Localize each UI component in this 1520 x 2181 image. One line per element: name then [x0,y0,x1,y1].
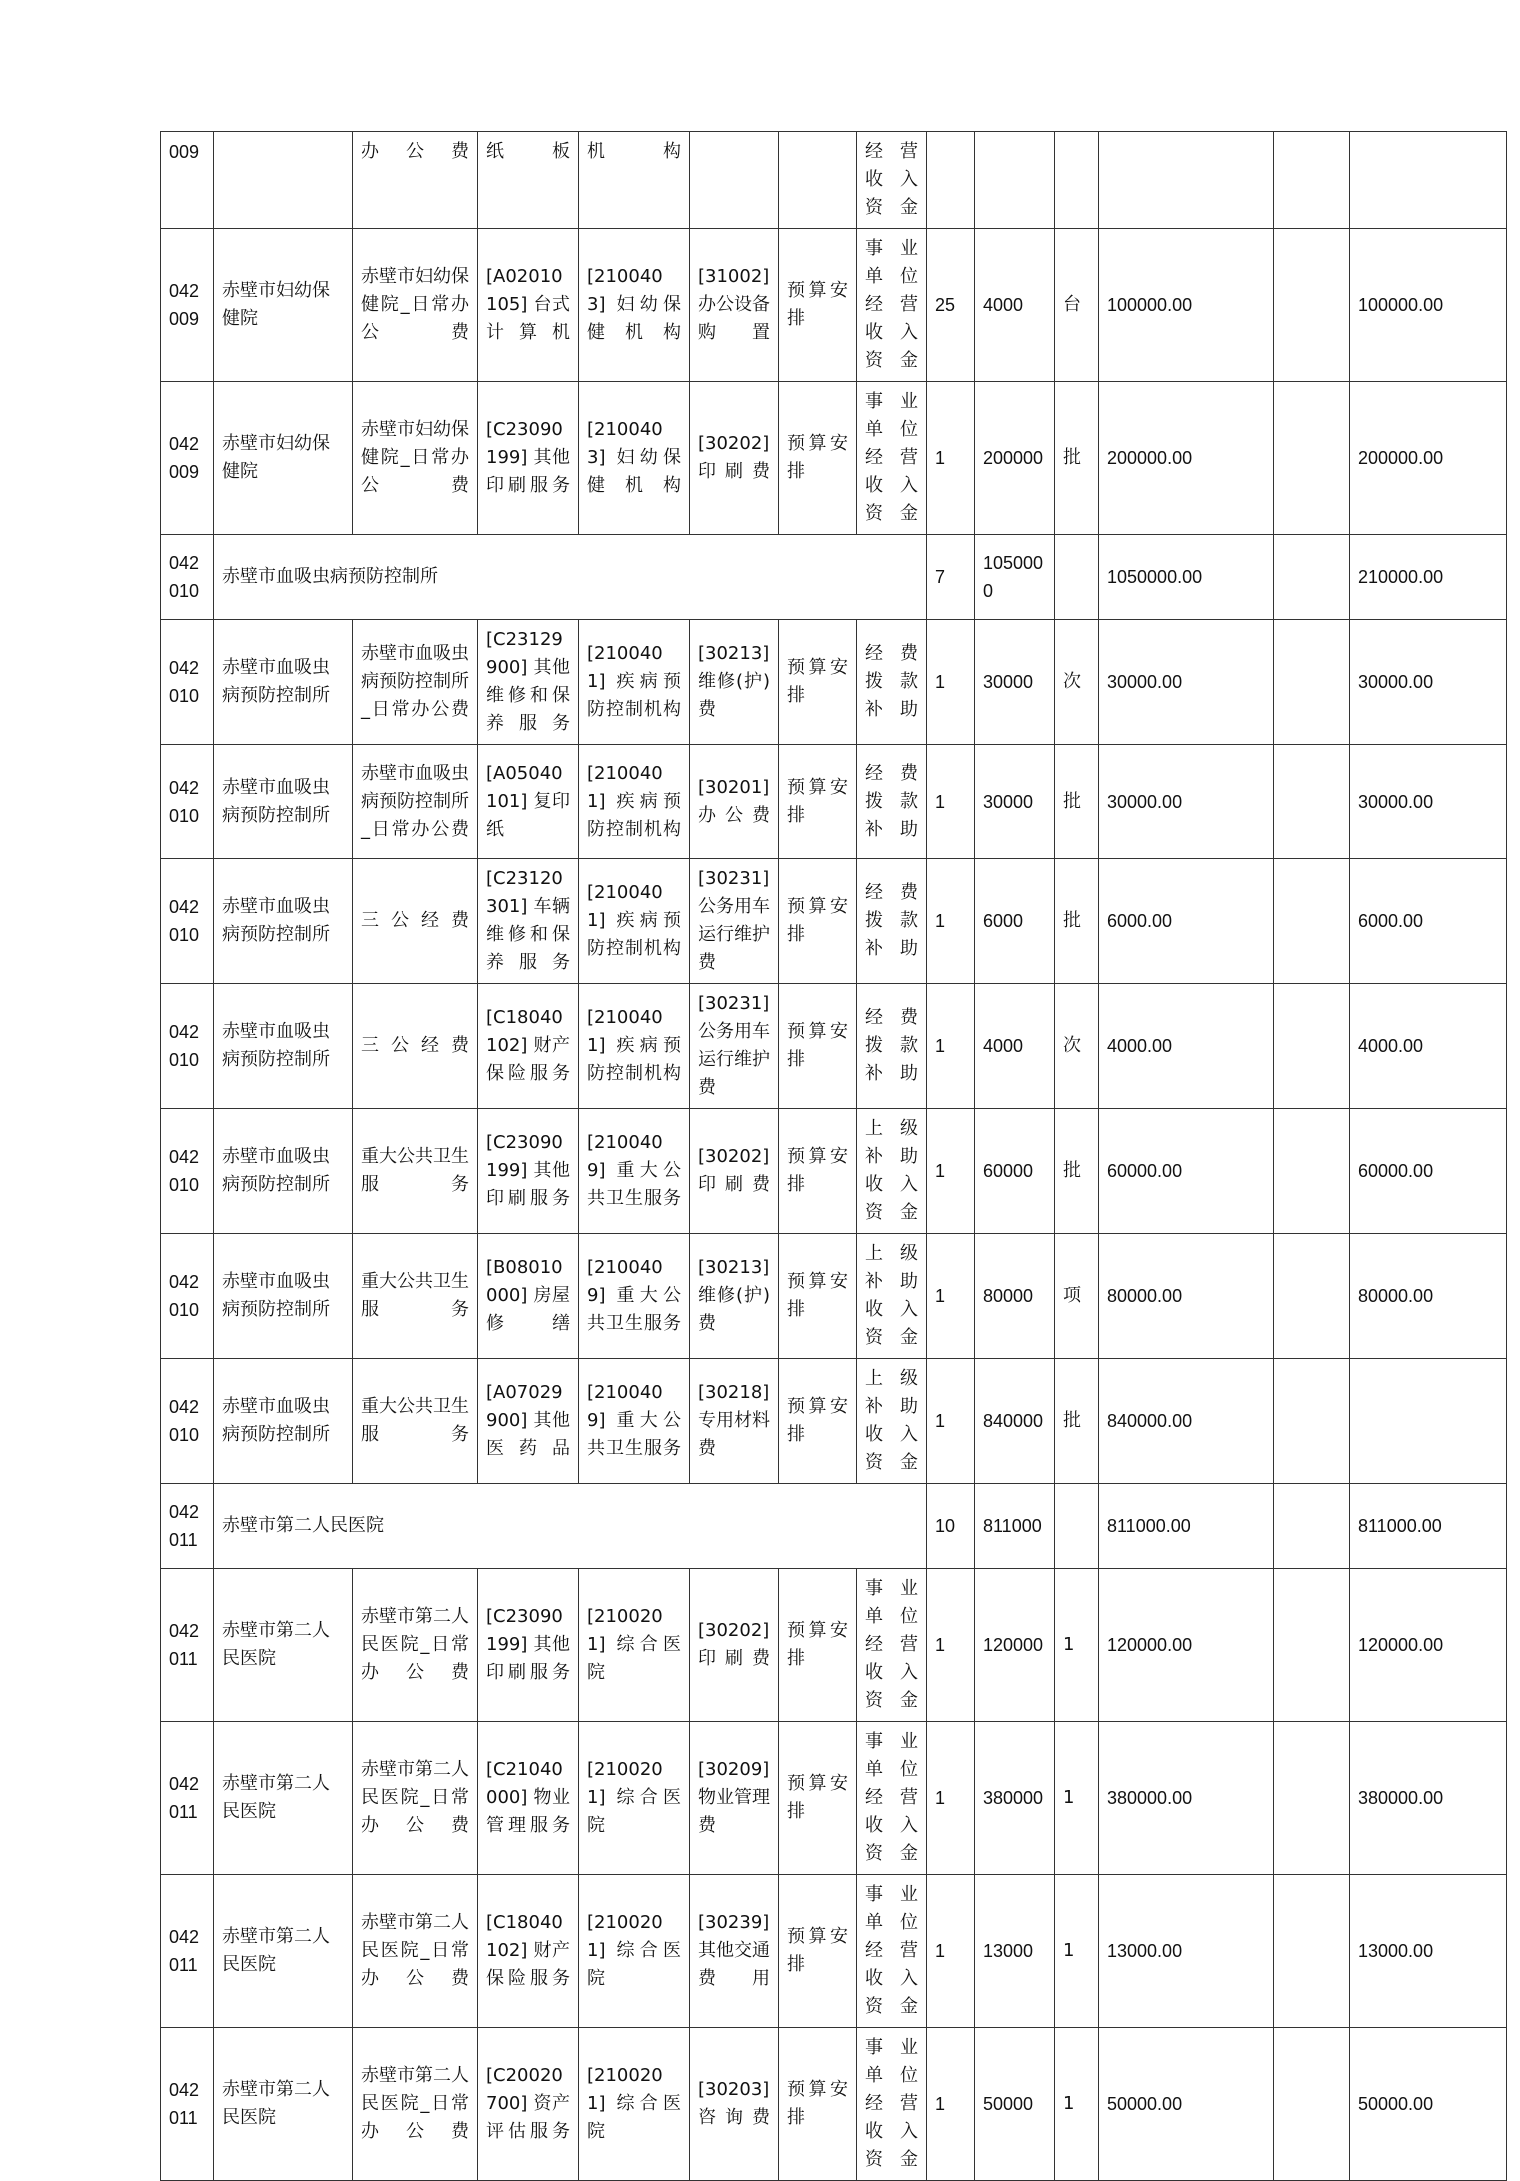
cell-empty [1274,132,1350,229]
cell-empty [1274,1234,1350,1359]
cell-unit-price: 30000 [975,745,1055,859]
cell-economic-category: [30218] 专用材料费 [690,1359,779,1484]
cell-budget-code: 042011 [161,2028,214,2181]
cell-economic-category: [30203] 咨询费 [690,2028,779,2181]
cell-total-amount: 811000.00 [1099,1484,1274,1569]
cell-amount: 200000.00 [1350,382,1507,535]
cell-unit-name: 赤壁市第二人民医院 [214,1875,353,2028]
cell-economic-category: [30202] 印刷费 [690,1109,779,1234]
cell-measure-unit: 台 [1055,229,1099,382]
cell-unit-name: 赤壁市血吸虫病预防控制所 [214,859,353,984]
cell-unit-price: 1050000 [975,535,1055,620]
cell-measure-unit: 次 [1055,620,1099,745]
cell-amount: 30000.00 [1350,620,1507,745]
cell-total-amount: 840000.00 [1099,1359,1274,1484]
cell-unit-price [975,132,1055,229]
cell-fund-source: 经营收入资金 [857,132,927,229]
cell-fund-source: 事业单位经营收入资金 [857,1569,927,1722]
cell-fund-source: 事业单位经营收入资金 [857,1722,927,1875]
cell-total-amount: 1050000.00 [1099,535,1274,620]
cell-empty [1274,1109,1350,1234]
table-row [161,1359,1507,1484]
cell-fund-source: 事业单位经营收入资金 [857,382,927,535]
cell-quantity: 1 [927,859,975,984]
cell-budget-method: 预算安排 [779,2028,857,2181]
cell-unit-price: 200000 [975,382,1055,535]
table-row [161,1569,1507,1722]
cell-measure-unit: 批 [1055,382,1099,535]
cell-quantity: 1 [927,382,975,535]
cell-budget-method: 预算安排 [779,1234,857,1359]
cell-measure-unit: 批 [1055,745,1099,859]
cell-budget-code: 042010 [161,1109,214,1234]
cell-empty [1274,1359,1350,1484]
cell-function-category: [2100401] 疾病预防控制机构 [579,745,690,859]
cell-budget-method: 预算安排 [779,229,857,382]
cell-unit-name [214,132,353,229]
cell-procurement-item: [C23120301] 车辆维修和保养服务 [478,859,579,984]
cell-measure-unit: 批 [1055,859,1099,984]
cell-quantity: 1 [927,2028,975,2181]
cell-budget-code: 042010 [161,859,214,984]
table-row [161,1722,1507,1875]
cell-budget-method: 预算安排 [779,1722,857,1875]
cell-total-amount: 120000.00 [1099,1569,1274,1722]
cell-amount: 60000.00 [1350,1109,1507,1234]
cell-fund-source: 上级补助收入资金 [857,1234,927,1359]
cell-amount: 100000.00 [1350,229,1507,382]
cell-function-category: [2100409] 重大公共卫生服务 [579,1359,690,1484]
cell-empty [1274,984,1350,1109]
cell-fund-source: 事业单位经营收入资金 [857,229,927,382]
cell-budget-code: 042009 [161,382,214,535]
cell-function-category: [2100403] 妇幼保健机构 [579,229,690,382]
cell-project-name: 赤壁市妇幼保健院_日常办公费 [353,229,478,382]
cell-unit-name: 赤壁市第二人民医院 [214,1722,353,1875]
cell-budget-code: 042009 [161,229,214,382]
cell-amount: 4000.00 [1350,984,1507,1109]
cell-measure-unit: 批 [1055,1109,1099,1234]
cell-unit-price: 13000 [975,1875,1055,2028]
cell-budget-method: 预算安排 [779,620,857,745]
cell-quantity: 1 [927,620,975,745]
cell-unit-name: 赤壁市第二人民医院 [214,2028,353,2181]
cell-empty [1055,535,1099,620]
cell-economic-category: [30209] 物业管理费 [690,1722,779,1875]
cell-amount: 50000.00 [1350,2028,1507,2181]
cell-unit-name: 赤壁市妇幼保健院 [214,229,353,382]
cell-procurement-item: [C18040102] 财产保险服务 [478,1875,579,2028]
cell-unit-name: 赤壁市血吸虫病预防控制所 [214,535,927,620]
cell-project-name: 重大公共卫生服务 [353,1234,478,1359]
cell-total-amount: 30000.00 [1099,620,1274,745]
cell-function-category: [2100201] 综合医院 [579,2028,690,2181]
table-row [161,859,1507,984]
cell-total-amount: 4000.00 [1099,984,1274,1109]
cell-empty [1274,229,1350,382]
cell-measure-unit: 批 [1055,1359,1099,1484]
table-row [161,1234,1507,1359]
cell-budget-code: 042010 [161,535,214,620]
cell-unit-price: 4000 [975,229,1055,382]
cell-quantity: 7 [927,535,975,620]
cell-function-category: [2100201] 综合医院 [579,1569,690,1722]
cell-unit-name: 赤壁市血吸虫病预防控制所 [214,745,353,859]
cell-total-amount: 80000.00 [1099,1234,1274,1359]
cell-project-name: 赤壁市血吸虫病预防控制所_日常办公费 [353,620,478,745]
cell-measure-unit: 1 [1055,1569,1099,1722]
cell-project-name: 重大公共卫生服务 [353,1359,478,1484]
cell-economic-category: [30213] 维修(护)费 [690,620,779,745]
cell-unit-price: 120000 [975,1569,1055,1722]
cell-fund-source: 上级补助收入资金 [857,1359,927,1484]
cell-fund-source: 事业单位经营收入资金 [857,1875,927,2028]
cell-total-amount: 200000.00 [1099,382,1274,535]
cell-measure-unit: 1 [1055,1875,1099,2028]
cell-measure-unit: 1 [1055,2028,1099,2181]
cell-economic-category: [30213] 维修(护)费 [690,1234,779,1359]
cell-function-category: [2100409] 重大公共卫生服务 [579,1234,690,1359]
cell-unit-name: 赤壁市第二人民医院 [214,1569,353,1722]
table-row [161,382,1507,535]
cell-project-name: 赤壁市第二人民医院_日常办公费 [353,1569,478,1722]
cell-economic-category: [30202] 印刷费 [690,382,779,535]
cell-total-amount [1099,132,1274,229]
cell-budget-method: 预算安排 [779,382,857,535]
cell-amount: 30000.00 [1350,745,1507,859]
cell-economic-category: [30231] 公务用车运行维护费 [690,859,779,984]
cell-budget-code: 042011 [161,1569,214,1722]
cell-unit-name: 赤壁市血吸虫病预防控制所 [214,1109,353,1234]
cell-quantity: 10 [927,1484,975,1569]
cell-quantity: 1 [927,984,975,1109]
cell-empty [1274,1484,1350,1569]
cell-budget-code: 042010 [161,1234,214,1359]
cell-measure-unit: 项 [1055,1234,1099,1359]
cell-function-category: [2100401] 疾病预防控制机构 [579,984,690,1109]
cell-amount: 210000.00 [1350,535,1507,620]
table-body [161,132,1507,2181]
cell-function-category: [2100201] 综合医院 [579,1875,690,2028]
cell-unit-price: 60000 [975,1109,1055,1234]
cell-project-name: 重大公共卫生服务 [353,1109,478,1234]
cell-procurement-item: [B08010000] 房屋修缮 [478,1234,579,1359]
summary-row [161,535,1507,620]
cell-empty [1274,382,1350,535]
cell-amount: 380000.00 [1350,1722,1507,1875]
cell-project-name: 办公费 [353,132,478,229]
cell-project-name: 赤壁市第二人民医院_日常办公费 [353,1722,478,1875]
cell-budget-method: 预算安排 [779,1569,857,1722]
cell-amount: 80000.00 [1350,1234,1507,1359]
cell-budget-code: 042010 [161,984,214,1109]
table-row [161,1109,1507,1234]
table-row [161,745,1507,859]
cell-quantity: 1 [927,745,975,859]
cell-amount: 811000.00 [1350,1484,1507,1569]
cell-function-category: [2100409] 重大公共卫生服务 [579,1109,690,1234]
cell-amount: 6000.00 [1350,859,1507,984]
cell-total-amount: 50000.00 [1099,2028,1274,2181]
cell-fund-source: 上级补助收入资金 [857,1109,927,1234]
cell-total-amount: 380000.00 [1099,1722,1274,1875]
cell-unit-name: 赤壁市血吸虫病预防控制所 [214,620,353,745]
cell-quantity: 1 [927,1875,975,2028]
cell-economic-category: [30201] 办公费 [690,745,779,859]
cell-procurement-item: 纸板 [478,132,579,229]
cell-project-name: 赤壁市第二人民医院_日常办公费 [353,1875,478,2028]
summary-row [161,1484,1507,1569]
table-row [161,620,1507,745]
cell-function-category: 机构 [579,132,690,229]
cell-function-category: [2100201] 综合医院 [579,1722,690,1875]
cell-function-category: [2100403] 妇幼保健机构 [579,382,690,535]
cell-economic-category: [30202] 印刷费 [690,1569,779,1722]
cell-unit-price: 30000 [975,620,1055,745]
table-row [161,229,1507,382]
cell-quantity: 1 [927,1569,975,1722]
cell-project-name: 赤壁市妇幼保健院_日常办公费 [353,382,478,535]
cell-empty [1274,535,1350,620]
cell-budget-method: 预算安排 [779,1109,857,1234]
table-row [161,2028,1507,2181]
cell-budget-code: 042010 [161,745,214,859]
cell-unit-name: 赤壁市妇幼保健院 [214,382,353,535]
cell-procurement-item: [C23090199] 其他印刷服务 [478,382,579,535]
cell-budget-code: 042011 [161,1875,214,2028]
cell-procurement-item: [C23090199] 其他印刷服务 [478,1109,579,1234]
cell-procurement-item: [C23129900] 其他维修和保养服务 [478,620,579,745]
cell-project-name: 赤壁市血吸虫病预防控制所_日常办公费 [353,745,478,859]
cell-total-amount: 60000.00 [1099,1109,1274,1234]
cell-budget-code: 042010 [161,620,214,745]
cell-total-amount: 6000.00 [1099,859,1274,984]
cell-economic-category: [31002] 办公设备购置 [690,229,779,382]
cell-unit-price: 380000 [975,1722,1055,1875]
cell-empty [1274,1569,1350,1722]
cell-total-amount: 100000.00 [1099,229,1274,382]
cell-amount [1350,1359,1507,1484]
cell-budget-code: 042011 [161,1722,214,1875]
cell-procurement-item: [A05040101] 复印纸 [478,745,579,859]
cell-economic-category [690,132,779,229]
cell-project-name: 赤壁市第二人民医院_日常办公费 [353,2028,478,2181]
cell-empty [1274,1722,1350,1875]
cell-empty [1055,1484,1099,1569]
cell-quantity: 1 [927,1109,975,1234]
cell-budget-method [779,132,857,229]
cell-empty [1274,859,1350,984]
cell-quantity [927,132,975,229]
cell-budget-method: 预算安排 [779,859,857,984]
cell-procurement-item: [C20020700] 资产评估服务 [478,2028,579,2181]
cell-project-name: 三公经费 [353,859,478,984]
table-row [161,984,1507,1109]
cell-empty [1274,745,1350,859]
cell-total-amount: 13000.00 [1099,1875,1274,2028]
cell-fund-source: 经费拨款补助 [857,984,927,1109]
cell-procurement-item: [A07029900] 其他医药品 [478,1359,579,1484]
cell-unit-name: 赤壁市第二人民医院 [214,1484,927,1569]
cell-unit-price: 50000 [975,2028,1055,2181]
cell-economic-category: [30239] 其他交通费用 [690,1875,779,2028]
cell-function-category: [2100401] 疾病预防控制机构 [579,620,690,745]
cell-unit-price: 840000 [975,1359,1055,1484]
cell-function-category: [2100401] 疾病预防控制机构 [579,859,690,984]
cell-unit-price: 6000 [975,859,1055,984]
cell-quantity: 25 [927,229,975,382]
cell-amount [1350,132,1507,229]
cell-unit-price: 80000 [975,1234,1055,1359]
cell-fund-source: 事业单位经营收入资金 [857,2028,927,2181]
cell-total-amount: 30000.00 [1099,745,1274,859]
cell-quantity: 1 [927,1359,975,1484]
cell-procurement-item: [C23090199] 其他印刷服务 [478,1569,579,1722]
cell-budget-method: 预算安排 [779,1875,857,2028]
cell-empty [1274,2028,1350,2181]
cell-fund-source: 经费拨款补助 [857,620,927,745]
cell-budget-method: 预算安排 [779,984,857,1109]
cell-unit-name: 赤壁市血吸虫病预防控制所 [214,1359,353,1484]
cell-budget-method: 预算安排 [779,745,857,859]
cell-budget-code: 042011 [161,1484,214,1569]
cell-procurement-item: [C21040000] 物业管理服务 [478,1722,579,1875]
cell-unit-name: 赤壁市血吸虫病预防控制所 [214,984,353,1109]
cell-fund-source: 经费拨款补助 [857,745,927,859]
cell-amount: 120000.00 [1350,1569,1507,1722]
cell-project-name: 三公经费 [353,984,478,1109]
cell-quantity: 1 [927,1722,975,1875]
table-row [161,132,1507,229]
cell-quantity: 1 [927,1234,975,1359]
cell-empty [1274,620,1350,745]
cell-measure-unit: 次 [1055,984,1099,1109]
cell-measure-unit: 1 [1055,1722,1099,1875]
cell-procurement-item: [C18040102] 财产保险服务 [478,984,579,1109]
table-row [161,1875,1507,2028]
cell-unit-price: 4000 [975,984,1055,1109]
cell-budget-method: 预算安排 [779,1359,857,1484]
cell-amount: 13000.00 [1350,1875,1507,2028]
cell-measure-unit [1055,132,1099,229]
cell-fund-source: 经费拨款补助 [857,859,927,984]
cell-economic-category: [30231] 公务用车运行维护费 [690,984,779,1109]
cell-budget-code: 009 [161,132,214,229]
budget-table [160,131,1507,2181]
cell-empty [1274,1875,1350,2028]
cell-unit-price: 811000 [975,1484,1055,1569]
cell-unit-name: 赤壁市血吸虫病预防控制所 [214,1234,353,1359]
cell-procurement-item: [A02010105] 台式计算机 [478,229,579,382]
cell-budget-code: 042010 [161,1359,214,1484]
